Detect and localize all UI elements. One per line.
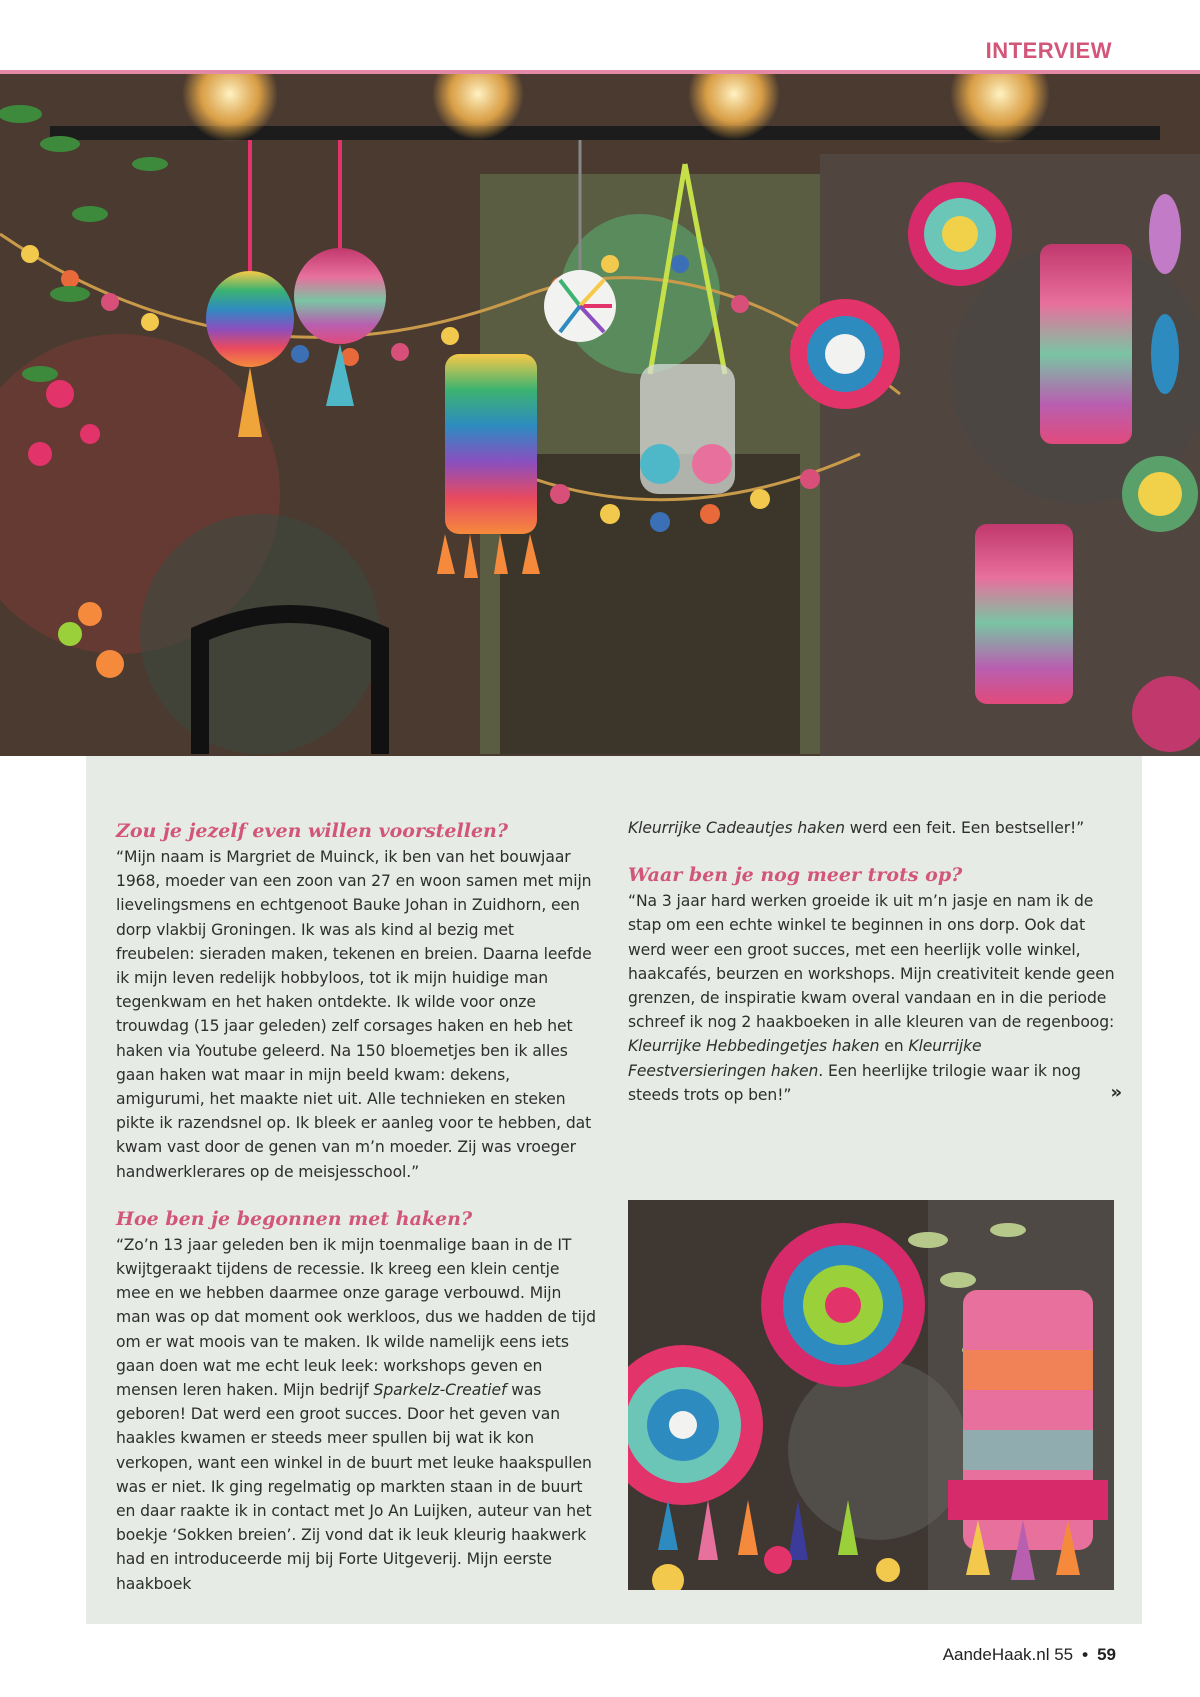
section-label: INTERVIEW (985, 38, 1112, 63)
article-column-left (116, 818, 596, 1596)
crochet-decorations-photo-icon (0, 74, 1200, 756)
question-proud: Waar ben je nog meer trots op? (628, 864, 963, 887)
answer-intro: “Mijn naam is Margriet de Muinck, ik ben van het bouwjaar 1968, moeder van een zoon van 27 en woon samen met mijn lievelingsmens en echtgenoot Bauke Johan in Zuidhorn, een dorp vlakbij Groningen. Ik was als kind al bezig met freubelen: sieraden maken, tekenen en breien. Daarna leefde ik mijn leven redelijk hobbyloos, tot ik mijn huidige man tegenkwam en het haken ontdekte. Ik wilde voor onze trouwdag (15 jaar geleden) zelf corsages haken en heb het haken via Youtube geleerd. Na 150 bloemetjes ben ik alles gaan haken wat maar in mijn beeld kwam: dekens, amigurumi, het maakte niet uit. Alle technieken en steken pikte ik razendsnel op. Ik bleek er aanleg voor te hebben, dat kwam vast door de genen van m’n moeder. Zij was vroeger handwerklerares op de meisjesschool.” (116, 848, 592, 1181)
book-title-3: Kleurrijke Feestversieringen haken (628, 1037, 982, 1080)
answer-start (116, 1233, 596, 1596)
answer-proud (628, 889, 1122, 1107)
article-column-right (628, 818, 1122, 1107)
book-title-2: Kleurrijke Hebbedingetjes haken (628, 1037, 880, 1056)
crochet-dreamcatchers-photo-icon (628, 1200, 1114, 1590)
page-number: 59 (1097, 1645, 1116, 1664)
company-name: Sparkelz-Creatief (373, 1381, 507, 1400)
answer-start-text-2: was geboren! Dat werd een groot succes. Door het geven van haakles kwamen er steeds meer spullen bij wat ik kon verkopen, want een winkel in de buurt met leuke haakspullen was er niet. Ik ging regelmatig op markten staan in de buurt en daar raakte ik in contact met Jo An Luijken, auteur van het boekje ‘Sokken breien’. Zij vond dat ik leuk kleurig haakwerk had en introduceerde mij bij Forte Uitgeverij. Mijn eerste haakboek (116, 1381, 592, 1593)
inset-photo (628, 1200, 1114, 1590)
book-title-1: Kleurrijke Cadeautjes haken (628, 819, 845, 837)
continue-marker: » (1110, 1081, 1122, 1103)
answer-proud-text-1: “Na 3 jaar hard werken groeide ik uit m’n jasje en nam ik de stap om een echte winkel te beginnen in ons dorp. Ook dat werd weer een groot succes, met een heerlijk volle winkel, haakcafés, beurzen en workshops. Mijn creativiteit kende geen grenzen, de inspiratie kwam overal vandaan en in die periode schreef ik nog 2 haakboeken in alle kleuren van de regenboog: (628, 892, 1115, 1032)
answer-proud-text-mid: en (879, 1037, 909, 1056)
magazine-issue: AandeHaak.nl 55 (942, 1645, 1074, 1664)
question-intro: Zou je jezelf even willen voorstellen? (116, 820, 508, 842)
footer-bullet: • (1082, 1645, 1089, 1664)
answer-start-text-3: werd een feit. Een bestseller!” (844, 819, 1085, 837)
page-footer (943, 1645, 1116, 1665)
question-start: Hoe ben je begonnen met haken? (116, 1207, 473, 1230)
answer-proud-text-2: . Een heerlijke trilogie waar ik nog steeds trots op ben!” (628, 1061, 1081, 1104)
hero-photo (0, 74, 1200, 756)
answer-start-text-1: “Zo’n 13 jaar geleden ben ik mijn toenmalige baan in de IT kwijtgeraakt tijdens de recessie. Ik kreeg een klein centje mee en we hebben daarmee onze garage verbouwd. Mijn man was op dat moment ook werkloos, dus we hadden de tijd om er wat moois van te maken. Ik wilde namelijk eens iets gaan doen wat me echt leuk leek: workshops geven en mensen leren haken. Mijn bedrijf (116, 1235, 596, 1400)
answer-start-continued (628, 816, 1116, 840)
